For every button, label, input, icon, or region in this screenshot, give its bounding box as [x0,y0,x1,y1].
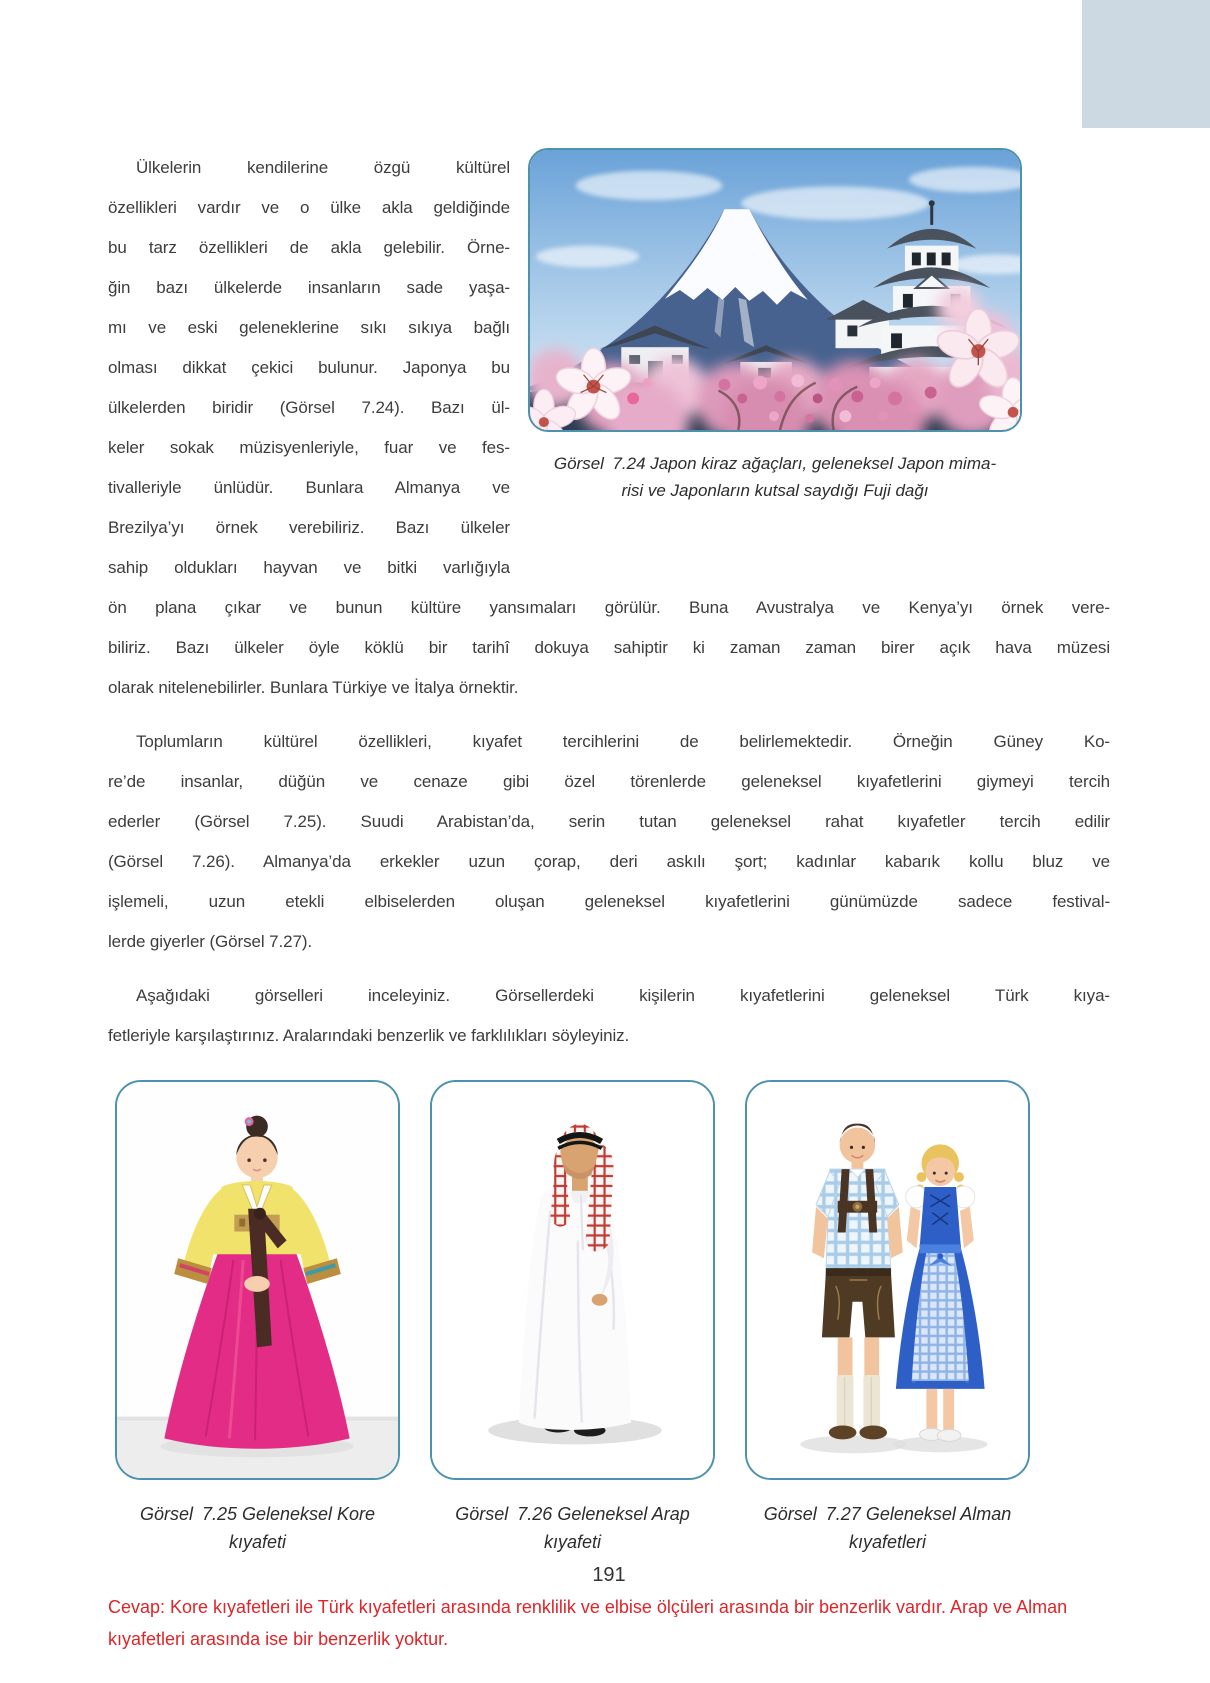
text-line: risi ve Japonların kutsal saydığı Fuji dağı [621,481,929,500]
page-content [108,148,1110,1655]
clothing-figures-row [108,1080,1110,1556]
page-number: 191 [592,1564,626,1586]
text-line: özellikleri vardır ve o ülke akla geldiğinde [108,198,510,217]
intro-continuation-paragraph [108,588,1110,708]
text-line: Brezilya’yı örnek verebiliriz. Bazı ülkeler [108,518,510,537]
text-line: Görsel 7.26 Geleneksel Arap [455,1504,690,1524]
text-line: kıyafeti [228,1532,287,1552]
thobe-photo [430,1080,715,1480]
figure-7-24-caption [528,450,1022,504]
text-line: kıyafeti [543,1532,602,1552]
figure-7-26 [430,1080,715,1556]
text-line: mı ve eski geleneklerine sıkı sıkıya bağlı [108,318,510,337]
text-line: olarak nitelenebilirler. Bunlara Türkiye ve İtalya örnektir. [108,678,519,697]
figure-7-25-caption [115,1500,400,1556]
text-line: (Görsel 7.26). Almanya’da erkekler uzun çorap, deri askılı şort; kadınlar kabarık kollu bluz ve [108,852,1110,871]
hanbok-illustration [117,1082,398,1478]
intro-paragraph [108,148,510,588]
figure-7-24 [528,148,1022,504]
text-line: Görsel 7.27 Geleneksel Alman [763,1504,1012,1524]
text-line: biliriz. Bazı ülkeler öyle köklü bir tarihî dokuya sahiptir ki zaman zaman birer açık hava müzesi [108,638,1110,657]
text-line: Cevap: Kore kıyafetleri ile Türk kıyafetleri arasında renklilik ve elbise ölçüleri arasında bir benzerlik vardır. Arap ve Alman [108,1597,1068,1617]
text-line: Toplumların kültürel özellikleri, kıyafet tercihlerini de belirlemektedir. Örneğin Güney Ko- [136,732,1110,751]
text-line: Ülkelerin kendilerine özgü kültürel [136,158,510,177]
figure-7-25 [115,1080,400,1556]
activity-paragraph [108,976,1110,1056]
text-line: kıyafetleri arasında ise bir benzerlik yoktur. [108,1629,449,1649]
text-line: fetleriyle karşılaştırınız. Aralarındaki benzerlik ve farklılıkları söyleyiniz. [108,1026,630,1045]
text-line: re’de insanlar, düğün ve cenaze gibi özel törenlerde geleneksel kıyafetlerini giymeyi tercih [108,772,1110,791]
dirndl-lederhosen-photo [745,1080,1030,1480]
page-corner-decoration [1082,0,1210,128]
text-line: işlemeli, uzun etekli elbiselerden oluşan geleneksel kıyafetlerini günümüzde sadece festival- [108,892,1110,911]
figure-7-27-caption [745,1500,1030,1556]
german-dress-illustration [747,1082,1028,1478]
dirndl-bodice [920,1187,961,1248]
clothing-paragraph [108,722,1110,962]
text-line: ön plana çıkar ve bunun kültüre yansımaları görülür. Buna Avustralya ve Kenya’yı örnek vere- [108,598,1110,617]
text-line: lerde giyerler (Görsel 7.27). [108,932,313,951]
fuji-photo-illustration [530,150,1020,430]
hanbok-photo [115,1080,400,1480]
arab-dress-illustration [432,1082,713,1478]
figure-7-27 [745,1080,1030,1556]
figure-7-26-caption [430,1500,715,1556]
top-section [108,148,1110,588]
text-line: olması dikkat çekici bulunur. Japonya bu [108,358,510,377]
answer-text [108,1591,1110,1655]
text-line: Görsel 7.24 Japon kiraz ağaçları, geleneksel Japon mima- [553,454,997,473]
text-line: Aşağıdaki görselleri inceleyiniz. Görsellerdeki kişilerin kıyafetlerini geleneksel Türk kıya- [136,986,1110,1005]
text-line: ülkelerden biridir (Görsel 7.24). Bazı ül- [108,398,510,417]
text-line: kıyafetleri [848,1532,927,1552]
text-line: ğin bazı ülkelerde insanların sade yaşa- [108,278,510,297]
text-line: Görsel 7.25 Geleneksel Kore [139,1504,376,1524]
fuji-photo [528,148,1022,432]
text-line: bu tarz özellikleri de akla gelebilir. Örne- [108,238,510,257]
text-line: keler sokak müzisyenleriyle, fuar ve fes- [108,438,510,457]
text-line: sahip oldukları hayvan ve bitki varlığıyla [108,558,510,577]
text-line: ederler (Görsel 7.25). Suudi Arabistan’da, serin tutan geleneksel rahat kıyafetler tercih edilir [108,812,1110,831]
text-line: tivalleriyle ünlüdür. Bunlara Almanya ve [108,478,510,497]
